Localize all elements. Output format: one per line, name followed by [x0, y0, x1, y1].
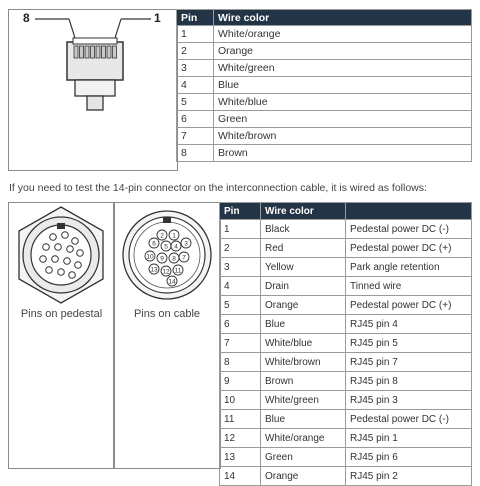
cable-pin-number: 1	[172, 232, 176, 240]
function-cell: RJ45 pin 2	[346, 467, 472, 486]
wire-color-cell: White/brown	[214, 128, 472, 145]
pedestal-connector-drawing	[9, 203, 114, 323]
table-row	[177, 60, 472, 77]
function-cell: Park angle retention	[346, 258, 472, 277]
wire-color-cell: Yellow	[261, 258, 346, 277]
function-cell: RJ45 pin 8	[346, 372, 472, 391]
wire-color-cell: White/green	[261, 391, 346, 410]
pin-cell: 2	[177, 43, 214, 60]
cable-connector-drawing	[114, 203, 220, 323]
table-row	[177, 77, 472, 94]
pin-cell: 7	[220, 334, 261, 353]
wire-color-cell: Brown	[261, 372, 346, 391]
connector-pin-table	[219, 202, 472, 486]
function-cell: RJ45 pin 3	[346, 391, 472, 410]
wire-color-cell: Blue	[214, 77, 472, 94]
wire-color-cell: White/blue	[214, 94, 472, 111]
table-row	[220, 391, 472, 410]
table-row	[220, 277, 472, 296]
pin-cell: 3	[177, 60, 214, 77]
table-row	[177, 94, 472, 111]
pin-cell: 6	[177, 111, 214, 128]
table-row	[220, 296, 472, 315]
table-row	[220, 410, 472, 429]
wire-color-cell: Green	[261, 448, 346, 467]
pin-cell: 7	[177, 128, 214, 145]
wire-color-cell: Blue	[261, 410, 346, 429]
function-cell: Pedestal power DC (-)	[346, 220, 472, 239]
wire-color-cell: Red	[261, 239, 346, 258]
connector-header-pin: Pin	[220, 203, 261, 220]
table-row	[220, 467, 472, 486]
table-row	[220, 334, 472, 353]
pin-cell: 3	[220, 258, 261, 277]
table-row	[220, 258, 472, 277]
cable-pin-number: 6	[152, 240, 156, 248]
pin-cell: 9	[220, 372, 261, 391]
wire-color-cell: Brown	[214, 145, 472, 162]
table-row	[220, 429, 472, 448]
pin-cell: 4	[220, 277, 261, 296]
pin-cell: 4	[177, 77, 214, 94]
pin-cell: 12	[220, 429, 261, 448]
cable-pin-number: 7	[182, 254, 186, 262]
wire-color-cell: White/green	[214, 60, 472, 77]
pin-cell: 2	[220, 239, 261, 258]
table-row	[177, 145, 472, 162]
cable-pin-number: 11	[174, 267, 182, 275]
wire-color-cell: White/orange	[261, 429, 346, 448]
wire-color-cell: White/blue	[261, 334, 346, 353]
rj45-header-pin: Pin	[177, 10, 214, 26]
cable-pin-number: 12	[162, 268, 170, 276]
pin-cell: 1	[177, 26, 214, 43]
pin-cell: 14	[220, 467, 261, 486]
wire-color-cell: White/orange	[214, 26, 472, 43]
function-cell: RJ45 pin 5	[346, 334, 472, 353]
cable-pin-number: 5	[164, 243, 168, 251]
cable-pin-number: 14	[168, 278, 176, 286]
pin-cell: 5	[220, 296, 261, 315]
cable-pin-number: 2	[160, 232, 164, 240]
connector-header-wire-color: Wire color	[261, 203, 346, 220]
wire-color-cell: Orange	[261, 467, 346, 486]
cable-pin-number: 9	[160, 255, 164, 263]
pin-cell: 13	[220, 448, 261, 467]
cable-pin-number: 13	[150, 266, 158, 274]
table-row	[220, 239, 472, 258]
function-cell: Pedestal power DC (-)	[346, 410, 472, 429]
table-row	[220, 315, 472, 334]
table-row	[220, 353, 472, 372]
cable-pin-number: 3	[184, 240, 188, 248]
function-cell: RJ45 pin 6	[346, 448, 472, 467]
cable-pin-number: 8	[172, 255, 176, 263]
pin-cell: 8	[177, 145, 214, 162]
wire-color-cell: Drain	[261, 277, 346, 296]
intro-text: If you need to test the 14-pin connector on the interconnection cable, it is wired as follows:	[9, 182, 427, 194]
rj45-pin-table	[176, 9, 472, 162]
cable-pin-number: 4	[174, 243, 178, 251]
cable-caption: Pins on cable	[133, 308, 201, 320]
wire-color-cell: Orange	[261, 296, 346, 315]
rj45-label-1: 1	[154, 11, 161, 25]
table-row	[220, 372, 472, 391]
table-row	[177, 128, 472, 145]
function-cell: RJ45 pin 4	[346, 315, 472, 334]
cable-pin-number: 10	[146, 253, 154, 261]
pin-cell: 11	[220, 410, 261, 429]
function-cell: Pedestal power DC (+)	[346, 296, 472, 315]
pin-cell: 5	[177, 94, 214, 111]
rj45-plug-drawing	[9, 10, 177, 170]
pin-cell: 1	[220, 220, 261, 239]
function-cell: RJ45 pin 1	[346, 429, 472, 448]
pin-cell: 8	[220, 353, 261, 372]
wire-color-cell: White/brown	[261, 353, 346, 372]
rj45-label-8: 8	[23, 11, 30, 25]
table-row	[177, 26, 472, 43]
table-row	[220, 448, 472, 467]
pin-cell: 6	[220, 315, 261, 334]
wire-color-cell: Orange	[214, 43, 472, 60]
wire-color-cell: Blue	[261, 315, 346, 334]
function-cell: Tinned wire	[346, 277, 472, 296]
table-row	[177, 43, 472, 60]
pedestal-connector-panel	[8, 202, 115, 469]
wire-color-cell: Green	[214, 111, 472, 128]
pin-cell: 10	[220, 391, 261, 410]
wire-color-cell: Black	[261, 220, 346, 239]
function-cell: RJ45 pin 7	[346, 353, 472, 372]
table-row	[220, 220, 472, 239]
table-row	[177, 111, 472, 128]
cable-connector-panel	[113, 202, 221, 469]
function-cell: Pedestal power DC (+)	[346, 239, 472, 258]
connector-header-function	[346, 203, 472, 220]
pedestal-caption: Pins on pedestal	[20, 308, 103, 320]
rj45-diagram-panel	[8, 9, 178, 171]
rj45-header-wire-color: Wire color	[214, 10, 472, 26]
